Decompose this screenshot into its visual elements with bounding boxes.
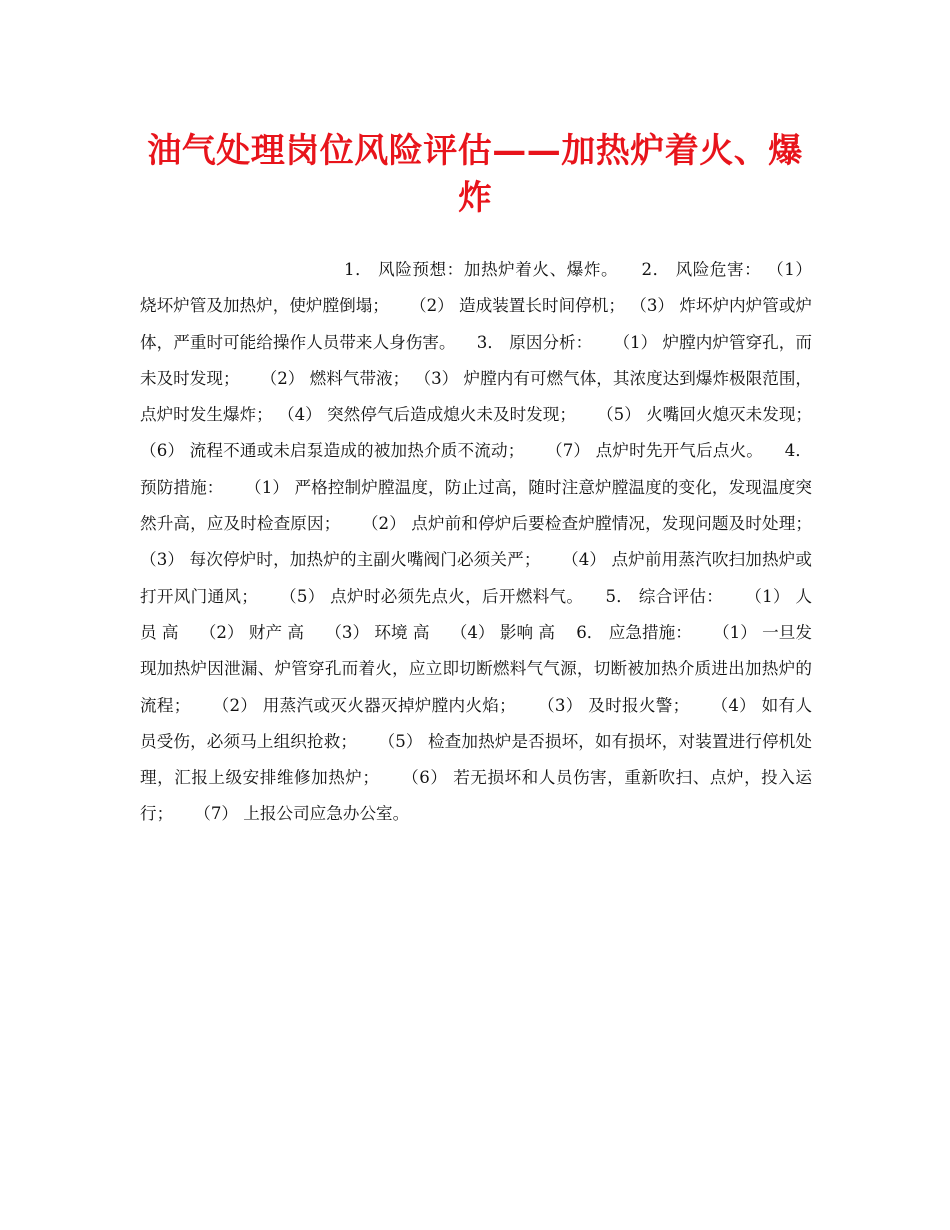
document-title: 油气处理岗位风险评估——加热炉着火、爆炸	[147, 131, 803, 218]
document-body: 1． 风险预想：加热炉着火、爆炸。 2． 风险危害： （1） 烧坏炉管及加热炉，使炉膛倒塌； （2） 造成装置长时间停机； （3） 炸坏炉内炉管或炉体，严重时可能给操作人员带来人身伤害。 3． 原因分析： （1） 炉膛内炉管穿孔，而未及时发现； （2） 燃料气带液； （3） 炉膛内有可燃气体，其浓度达到爆炸极限范围，点炉时发生爆炸； （4） 突然停气后造成熄火未及时发现； （5） 火嘴回火熄灭未发现； （6） 流程不通或未启泵造成的被加热介质不流动； （7） 点炉时先开气后点火。 4． 预防措施： （1） 严格控制炉膛温度，防止过高，随时注意炉膛温度的变化，发现温度突然升高，应及时检查原因； （2） 点炉前和停炉后要检查炉膛情况，发现问题及时处理； （3） 每次停炉时，加热炉的主副火嘴阀门必须关严； （4） 点炉前用蒸汽吹扫加热炉或打开风门通风； （5） 点炉时必须先点火，后开燃料气。 5． 综合评估： （1） 人员 高 （2） 财产 高 （3） 环境 高 （4） 影响 高 6． 应急措施： （1） 一旦发现加热炉因泄漏、炉管穿孔而着火，应立即切断燃料气气源，切断被加热介质进出加热炉的流程； （2） 用蒸汽或灭火器灭掉炉膛内火焰； （3） 及时报火警； （4） 如有人员受伤，必须马上组织抢救； （5） 检查加热炉是否损坏，如有损坏，对装置进行停机处理，汇报上级安排维修加热炉； （6） 若无损坏和人员伤害，重新吹扫、点炉，投入运行； （7） 上报公司应急办公室。	[140, 260, 834, 824]
